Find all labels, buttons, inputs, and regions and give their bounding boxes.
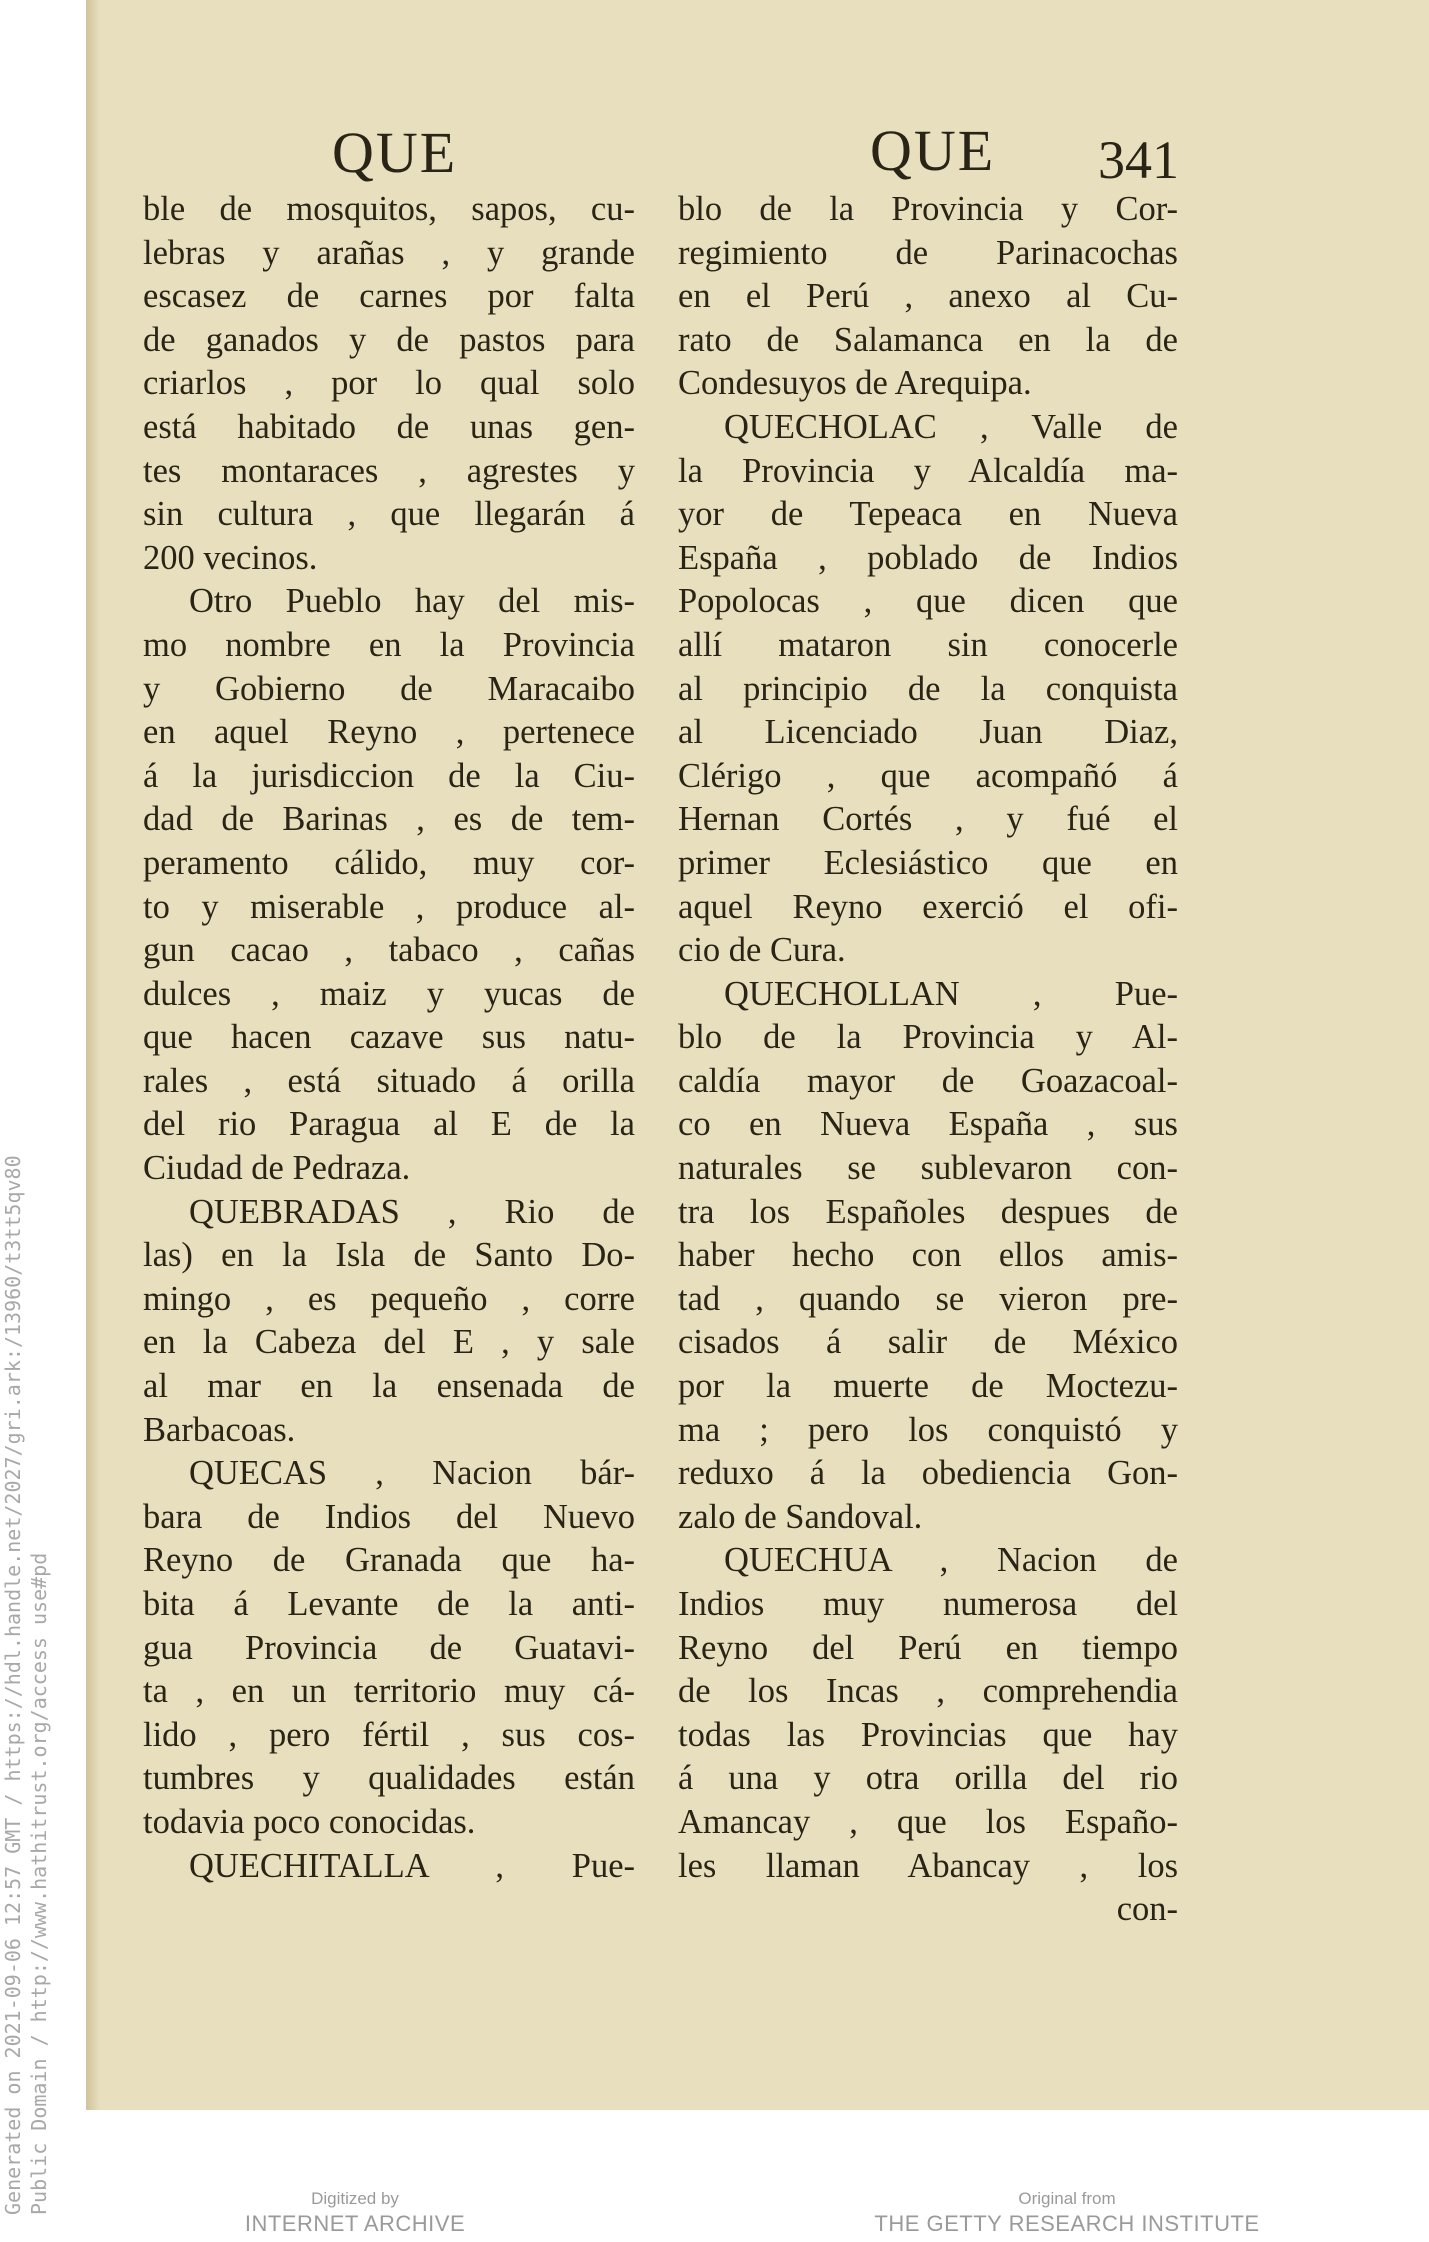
text-line: está habitado de unas gen-: [143, 407, 635, 446]
text-line: gua Provincia de Guatavi-: [143, 1628, 635, 1667]
text-line: Reyno del Perú en tiempo: [678, 1628, 1178, 1667]
text-line: dad de Barinas , es de tem-: [143, 800, 635, 839]
text-line: del rio Paragua al E de la: [143, 1105, 635, 1144]
text-line: QUECHITALLA , Pue-: [189, 1846, 635, 1885]
text-line: aquel Reyno exerció el ofi-: [678, 887, 1178, 926]
text-line: todas las Provincias que hay: [678, 1715, 1178, 1754]
text-line: de los Incas , comprehendia: [678, 1672, 1178, 1711]
text-line: Ciudad de Pedraza.: [143, 1149, 411, 1188]
text-line: gun cacao , tabaco , cañas: [143, 931, 635, 970]
text-line: mingo , es pequeño , corre: [143, 1279, 635, 1318]
original-from-credit: [827, 2188, 1307, 2238]
watermark-line-2: Public Domain / http://www.hathitrust.org/access use#pd: [27, 1552, 51, 2215]
text-line: Condesuyos de Arequipa.: [678, 364, 1032, 403]
text-line: Amancay , que los Españo-: [678, 1802, 1178, 1841]
digitized-by-label: Digitized by: [311, 2189, 399, 2208]
text-line: naturales se sublevaron con-: [678, 1149, 1178, 1188]
text-line: sin cultura , que llegarán á: [143, 495, 635, 534]
text-line: reduxo á la obediencia Gon-: [678, 1454, 1178, 1493]
text-line: Clérigo , que acompañó á: [678, 756, 1178, 795]
page-number: 341: [1098, 130, 1179, 190]
text-line: la Provincia y Alcaldía ma-: [678, 451, 1178, 490]
text-line: Otro Pueblo hay del mis-: [189, 582, 635, 621]
text-line: Hernan Cortés , y fué el: [678, 800, 1178, 839]
text-line: bita á Levante de la anti-: [143, 1585, 635, 1623]
text-line: rato de Salamanca en la de: [678, 320, 1178, 359]
text-line: en el Perú , anexo al Cu-: [678, 277, 1178, 316]
text-line: lido , pero fértil , sus cos-: [143, 1715, 635, 1754]
text-line: con-: [1116, 1890, 1178, 1929]
text-line: cio de Cura.: [678, 931, 846, 970]
text-line: blo de la Provincia y Cor-: [678, 190, 1178, 228]
text-line: les llaman Abancay , los: [678, 1846, 1178, 1885]
text-line: QUEBRADAS , Rio de: [189, 1192, 635, 1231]
digitized-by-credit: [115, 2188, 595, 2238]
text-line: cisados á salir de México: [678, 1323, 1178, 1362]
running-head-left: QUE: [332, 120, 458, 185]
text-line: zalo de Sandoval.: [678, 1497, 923, 1536]
text-line: tes montaraces , agrestes y: [143, 451, 635, 490]
original-from-label: Original from: [1018, 2189, 1116, 2208]
text-line: primer Eclesiástico que en: [678, 843, 1178, 882]
text-line: allí mataron sin conocerle: [678, 625, 1178, 664]
text-line: criarlos , por lo qual solo: [143, 364, 635, 403]
text-line: ble de mosquitos, sapos, cu-: [143, 190, 635, 228]
getty-institute-label: THE GETTY RESEARCH INSTITUTE: [874, 2211, 1260, 2236]
text-line: peramento cálido, muy cor-: [143, 843, 635, 882]
text-line: que hacen cazave sus natu-: [143, 1018, 635, 1057]
text-line: tra los Españoles despues de: [678, 1192, 1178, 1231]
hathitrust-watermark: [0, 1095, 80, 2215]
text-line: las) en la Isla de Santo Do-: [143, 1236, 635, 1275]
right-text-column: [678, 188, 1178, 1932]
text-line: escasez de carnes por falta: [143, 277, 635, 316]
watermark-text: [0, 1155, 52, 2215]
internet-archive-label: INTERNET ARCHIVE: [244, 2211, 466, 2236]
text-line: dulces , maiz y yucas de: [143, 974, 635, 1013]
text-line: co en Nueva España , sus: [678, 1105, 1178, 1144]
text-line: al Licenciado Juan Diaz,: [678, 713, 1178, 752]
text-line: ma ; pero los conquistó y: [678, 1410, 1178, 1449]
text-line: yor de Tepeaca en Nueva: [678, 495, 1178, 534]
text-line: Indios muy numerosa del: [678, 1585, 1178, 1623]
text-line: ta , en un territorio muy cá-: [143, 1672, 635, 1711]
text-line: y Gobierno de Maracaibo: [143, 669, 635, 708]
text-line: rales , está situado á orilla: [143, 1061, 635, 1100]
text-line: tumbres y qualidades están: [143, 1759, 635, 1798]
text-line: 200 vecinos.: [143, 538, 318, 577]
text-line: QUECHOLAC , Valle de: [724, 407, 1178, 446]
running-head-right: QUE: [870, 118, 996, 183]
text-line: regimiento de Parinacochas: [678, 233, 1178, 272]
text-line: lebras y arañas , y grande: [143, 233, 635, 272]
text-line: al principio de la conquista: [678, 669, 1178, 708]
text-line: España , poblado de Indios: [678, 538, 1178, 577]
text-line: QUECHOLLAN , Pue-: [724, 974, 1178, 1013]
text-line: QUECAS , Nacion bár-: [189, 1454, 635, 1493]
text-line: blo de la Provincia y Al-: [678, 1018, 1178, 1057]
text-line: á la jurisdiccion de la Ciu-: [143, 756, 635, 795]
text-line: Popolocas , que dicen que: [678, 582, 1178, 621]
text-line: to y miserable , produce al-: [143, 887, 635, 926]
text-line: Barbacoas.: [143, 1410, 296, 1449]
text-line: todavia poco conocidas.: [143, 1802, 476, 1841]
text-line: caldía mayor de Goazacoal-: [678, 1061, 1178, 1100]
text-line: QUECHUA , Nacion de: [724, 1541, 1178, 1580]
text-line: á una y otra orilla del rio: [678, 1759, 1178, 1798]
text-line: por la muerte de Moctezu-: [678, 1367, 1178, 1406]
text-line: de ganados y de pastos para: [143, 320, 635, 359]
text-line: haber hecho con ellos amis-: [678, 1236, 1178, 1275]
text-line: Reyno de Granada que ha-: [143, 1541, 635, 1580]
watermark-line-1: Generated on 2021-09-06 12:57 GMT / https://hdl.handle.net/2027/gri.ark:/13960/t3tt5qv80: [1, 1155, 25, 2215]
text-line: al mar en la ensenada de: [143, 1367, 635, 1406]
left-text-column: [143, 188, 635, 1888]
text-line: en la Cabeza del E , y sale: [143, 1323, 635, 1362]
text-line: en aquel Reyno , pertenece: [143, 713, 635, 752]
text-line: mo nombre en la Provincia: [143, 625, 635, 664]
text-line: bara de Indios del Nuevo: [143, 1497, 635, 1536]
text-line: tad , quando se vieron pre-: [678, 1279, 1178, 1318]
